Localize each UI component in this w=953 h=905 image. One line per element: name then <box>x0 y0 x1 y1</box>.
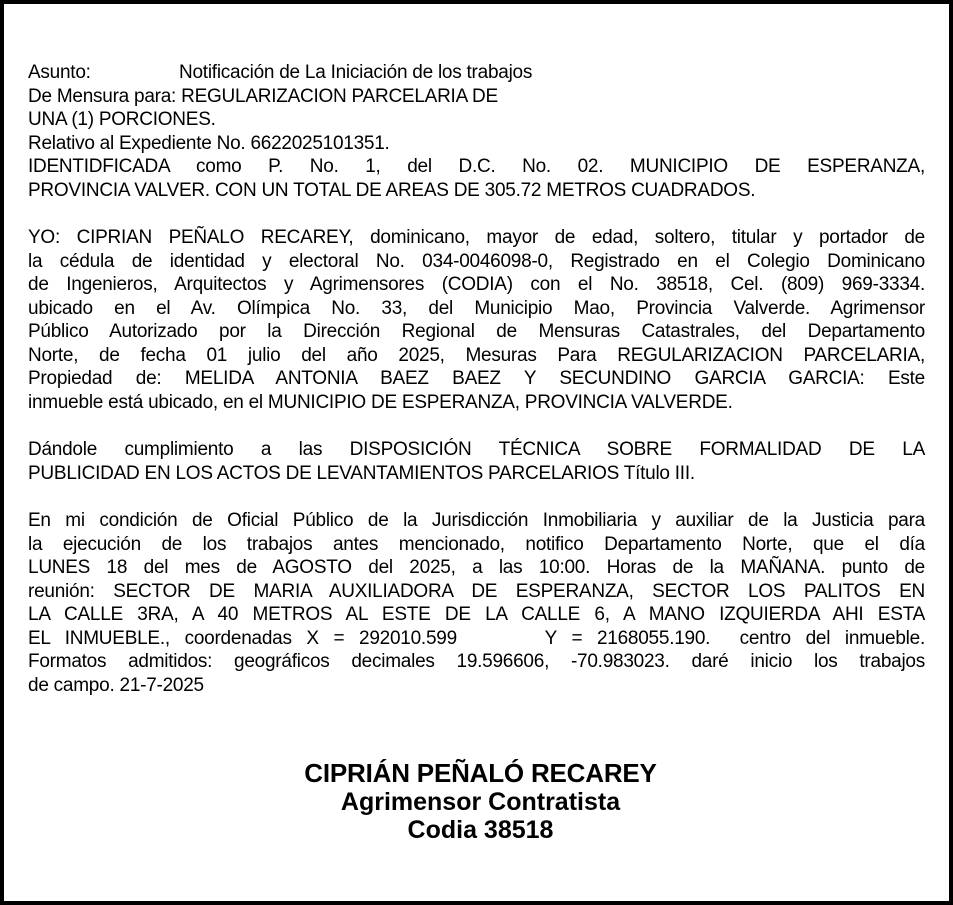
paragraph3-line: LUNES 18 del mes de AGOSTO del 2025, a las 10:00. Horas de la MAÑANA. punto de <box>28 557 925 578</box>
paragraph3-line: En mi condición de Oficial Público de la Jurisdicción Inmobiliaria y auxiliar de la Justicia para <box>28 510 925 531</box>
subject-label: Asunto: <box>28 62 91 83</box>
paragraph3-line: la ejecución de los trabajos antes mencionado, notifico Departamento Norte, que el día <box>28 533 925 555</box>
paragraph1-line: inmueble está ubicado, en el MUNICIPIO DE ESPERANZA, PROVINCIA VALVERDE. <box>28 391 733 413</box>
paragraph1-line: Norte, de fecha 01 julio del año 2025, Mesuras Para REGULARIZACION PARCELARIA, <box>28 344 925 366</box>
paragraph1-line: Público Autorizado por la Dirección Regional de Mensuras Catastrales, del Departamento <box>28 321 925 342</box>
paragraph3-line: EL INMUEBLE., coordenadas X = 292010.599 Y = 2168055.190. centro del inmueble. <box>28 627 925 649</box>
signer-name: CIPRIÁN PEÑALÓ RECAREY <box>304 758 657 788</box>
paragraph1-line: de Ingenieros, Arquitectos y Agrimensores (CODIA) con el No. 38518, Cel. (809) 969-3334. <box>28 274 925 295</box>
signer-codia: Codia 38518 <box>407 816 554 844</box>
signer-title: Agrimensor Contratista <box>340 788 621 816</box>
paragraph2-line: Dándole cumplimiento a las DISPOSICIÓN TÉCNICA SOBRE FORMALIDAD DE LA <box>28 439 925 460</box>
paragraph1-line: la cédula de identidad y electoral No. 034-0046098-0, Registrado en el Colegio Dominicano <box>28 250 925 272</box>
header-line: IDENTIDFICADA como P. No. 1, del D.C. No. 02. MUNICIPIO DE ESPERANZA, <box>28 156 925 177</box>
header-line: PROVINCIA VALVER. CON UN TOTAL DE AREAS DE 305.72 METROS CUADRADOS. <box>28 179 756 201</box>
paragraph1-line: ubicado en el Av. Olímpica No. 33, del Municipio Mao, Provincia Valverde. Agrimensor <box>28 297 925 319</box>
paragraph3-line: reunión: SECTOR DE MARIA AUXILIADORA DE ESPERANZA, SECTOR LOS PALITOS EN <box>28 580 925 602</box>
paragraph3-line: de campo. 21-7-2025 <box>28 674 204 696</box>
notice-body <box>28 61 925 697</box>
paragraph2-line: PUBLICIDAD EN LOS ACTOS DE LEVANTAMIENTOS PARCELARIOS Título III. <box>28 462 695 484</box>
paragraph3-line: LA CALLE 3RA, A 40 METROS AL ESTE DE LA CALLE 6, A MANO IZQUIERDA AHI ESTA <box>28 604 925 625</box>
paragraph3-line: Formatos admitidos: geográficos decimales 19.596606, -70.983023. daré inicio los trabajos <box>28 651 925 672</box>
paragraph1-line: Propiedad de: MELIDA ANTONIA BAEZ BAEZ Y SECUNDINO GARCIA GARCIA: Este <box>28 368 925 389</box>
signature-block <box>4 758 953 844</box>
subject-line <box>28 61 925 85</box>
header-line: De Mensura para: REGULARIZACION PARCELARIA DE <box>28 85 498 107</box>
header-line: Relativo al Expediente No. 6622025101351. <box>28 132 390 154</box>
paragraph1-line: YO: CIPRIAN PEÑALO RECAREY, dominicano, mayor de edad, soltero, titular y portador de <box>28 227 925 248</box>
subject-text: Notificación de La Iniciación de los trabajos <box>179 62 533 83</box>
header-line: UNA (1) PORCIONES. <box>28 109 216 130</box>
